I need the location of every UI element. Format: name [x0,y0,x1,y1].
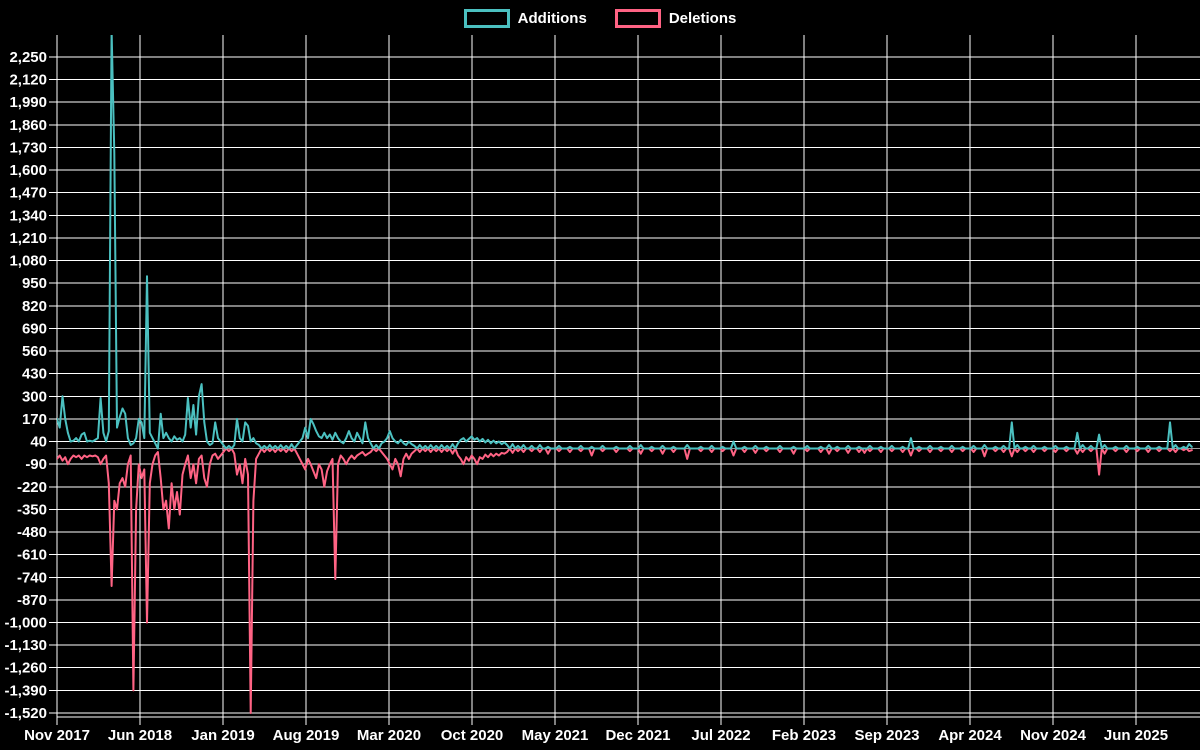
x-tick-label: Oct 2020 [440,727,504,744]
axes [49,35,1200,725]
x-tick-label: Jun 2018 [107,727,173,744]
y-tick-label: 1,340 [9,207,47,225]
additions-line-series [57,31,1192,449]
legend-item-deletions[interactable] [615,9,737,28]
y-tick-label: 950 [21,275,47,293]
y-tick-label: 2,120 [9,71,47,89]
y-tick-label: 300 [21,388,47,406]
y-tick-label: -1,520 [4,704,47,722]
additions-swatch-icon [464,9,510,28]
x-tick-label: Sep 2023 [854,727,920,744]
x-tick-label: Nov 2024 [1020,727,1086,744]
y-tick-label: -350 [16,501,47,519]
deletions-line-series [57,449,1192,714]
chart-legend [0,6,1200,30]
x-tick-label: Mar 2020 [356,727,422,744]
y-tick-label: -1,260 [4,659,47,677]
y-tick-label: 2,250 [9,49,47,66]
y-tick-label: 1,080 [9,252,47,270]
y-axis-labels [4,49,47,722]
y-tick-label: -1,000 [4,614,47,632]
y-tick-label: 170 [21,410,47,428]
grid-lines [57,35,1200,717]
x-tick-label: Jun 2025 [1103,727,1169,744]
y-tick-label: 560 [21,343,47,361]
legend-item-additions[interactable] [464,9,587,28]
deletions-swatch-icon [615,9,661,28]
y-tick-label: 1,210 [9,229,47,247]
y-tick-label: -1,130 [4,637,47,655]
x-tick-label: Apr 2024 [938,727,1002,744]
additions-legend-label: Additions [517,9,587,27]
y-tick-label: -1,390 [4,682,47,700]
x-tick-label: May 2021 [521,727,589,744]
deletions-legend-label: Deletions [668,9,737,27]
y-tick-label: -870 [16,591,47,609]
y-tick-label: -610 [16,546,47,564]
x-tick-label: Feb 2023 [771,727,837,744]
y-tick-label: 820 [21,297,47,315]
y-tick-label: 1,860 [9,116,47,134]
y-tick-label: 430 [21,365,47,383]
y-tick-label: -740 [16,569,47,587]
y-tick-label: 1,600 [9,162,47,180]
x-axis-labels [24,727,1168,744]
x-tick-label: Nov 2017 [24,727,90,744]
x-tick-label: Jan 2019 [191,727,255,744]
y-tick-label: -220 [16,478,47,496]
x-tick-label: Dec 2021 [605,727,671,744]
y-tick-label: 690 [21,320,47,338]
x-tick-label: Jul 2022 [691,727,751,744]
x-tick-label: Aug 2019 [272,727,340,744]
y-tick-label: 40 [30,433,47,451]
y-tick-label: 1,730 [9,139,47,157]
y-tick-label: 1,990 [9,94,47,112]
y-tick-label: -90 [25,456,47,474]
y-tick-label: -480 [16,524,47,542]
y-tick-label: 1,470 [9,184,47,202]
